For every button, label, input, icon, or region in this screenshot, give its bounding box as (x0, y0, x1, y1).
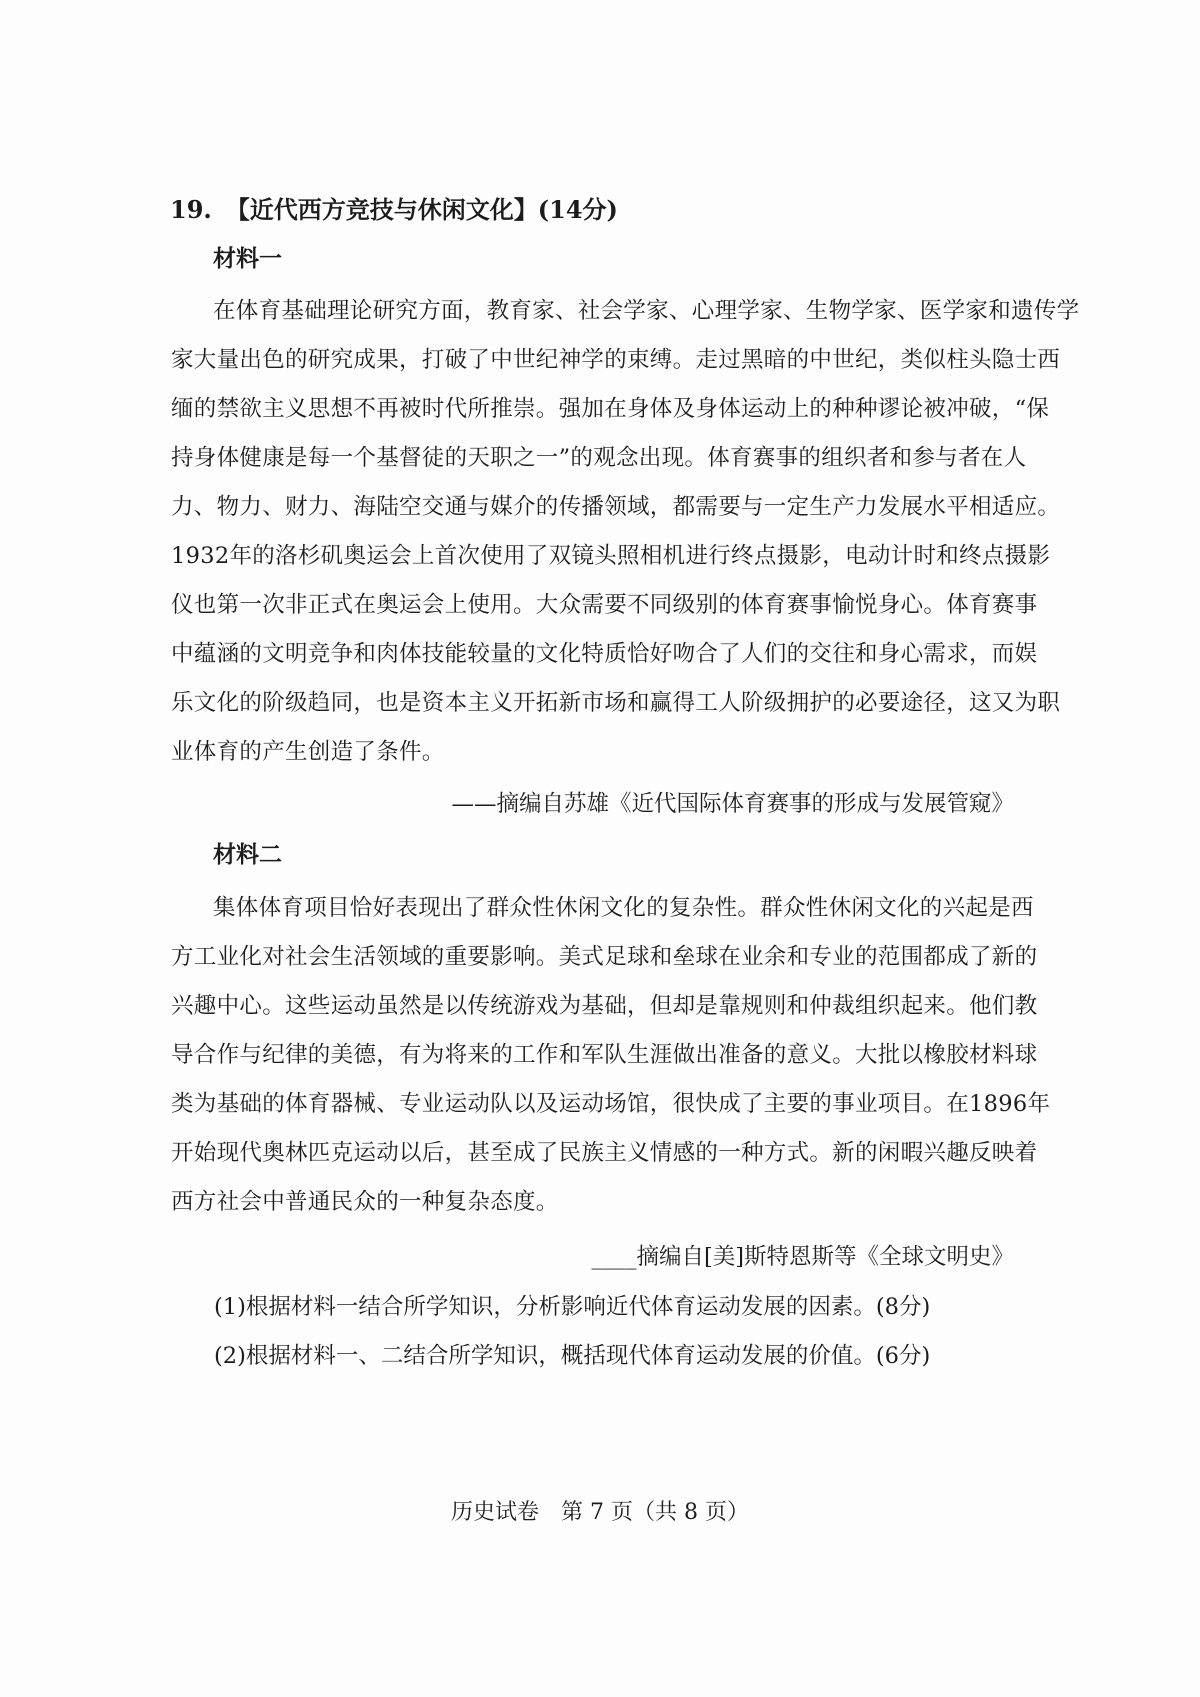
material2-line: 导合作与纪律的美德，有为将来的工作和军队生涯做出准备的意义。大批以橡胶材料球 (171, 1042, 1038, 1068)
page-footer: 历史试卷 第 7 页（共 8 页） (451, 1500, 749, 1525)
material1-source: ——摘编自苏雄《近代国际体育赛事的形成与发展管窥》 (451, 791, 1014, 817)
question-number: 19. (170, 195, 212, 224)
material1-line: 中蕴涵的文明竞争和肉体技能较量的文化特质恰好吻合了人们的交往和身心需求，而娱 (171, 641, 1038, 667)
material1-line: 1932年的洛杉矶奥运会上首次使用了双镜头照相机进行终点摄影，电动计时和终点摄影 (171, 543, 1051, 569)
material1-line: 力、物力、财力、海陆空交通与媒介的传播领域，都需要与一定生产力发展水平相适应。 (171, 494, 1061, 520)
material2-line: 集体体育项目恰好表现出了群众性休闲文化的复杂性。群众性休闲文化的兴起是西 (213, 895, 1034, 921)
material1-line: 业体育的产生创造了条件。 (171, 739, 445, 765)
material2-source: ____摘编自[美]斯特恩斯等《全球文明史》 (591, 1244, 1014, 1270)
material1-line: 乐文化的阶级趋同，也是资本主义开拓新市场和赢得工人阶级拥护的必要途径，这又为职 (171, 690, 1061, 716)
task-2: (2)根据材料一、二结合所学知识，概括现代体育运动发展的价值。(6分) (214, 1343, 931, 1369)
material1-line: 家大量出色的研究成果，打破了中世纪神学的束缚。走过黑暗的中世纪，类似柱头隐士西 (171, 347, 1061, 373)
question-title (170, 190, 618, 225)
material2-line: 类为基础的体育器械、专业运动队以及运动场馆，很快成了主要的事业项目。在1896年 (171, 1091, 1051, 1117)
material2-line: 方工业化对社会生活领域的重要影响。美式足球和垒球在业余和专业的范围都成了新的 (171, 944, 1038, 970)
material1-line: 持身体健康是每一个基督徒的天职之一”的观念出现。体育赛事的组织者和参与者在人 (171, 445, 1027, 471)
material1-line: 仪也第一次非正式在奥运会上使用。大众需要不同级别的体育赛事愉悦身心。体育赛事 (171, 592, 1038, 618)
material1-line: 在体育基础理论研究方面，教育家、社会学家、心理学家、生物学家、医学家和遗传学 (213, 298, 1080, 324)
material2-line: 兴趣中心。这些运动虽然是以传统游戏为基础，但却是靠规则和仲裁组织起来。他们教 (171, 993, 1038, 1019)
material2-line: 西方社会中普通民众的一种复杂态度。 (171, 1189, 559, 1215)
question-topic: 【近代西方竞技与休闲文化】(14分) (225, 195, 618, 224)
material1-heading: 材料一 (213, 245, 282, 272)
material1-line: 缅的禁欲主义思想不再被时代所推崇。强加在身体及身体运动上的种种谬论被冲破，“保 (171, 396, 1050, 422)
material2-heading: 材料二 (213, 841, 282, 868)
task-1: (1)根据材料一结合所学知识，分析影响近代体育运动发展的因素。(8分) (214, 1294, 931, 1320)
material2-line: 开始现代奥林匹克运动以后，甚至成了民族主义情感的一种方式。新的闲暇兴趣反映着 (171, 1140, 1038, 1166)
